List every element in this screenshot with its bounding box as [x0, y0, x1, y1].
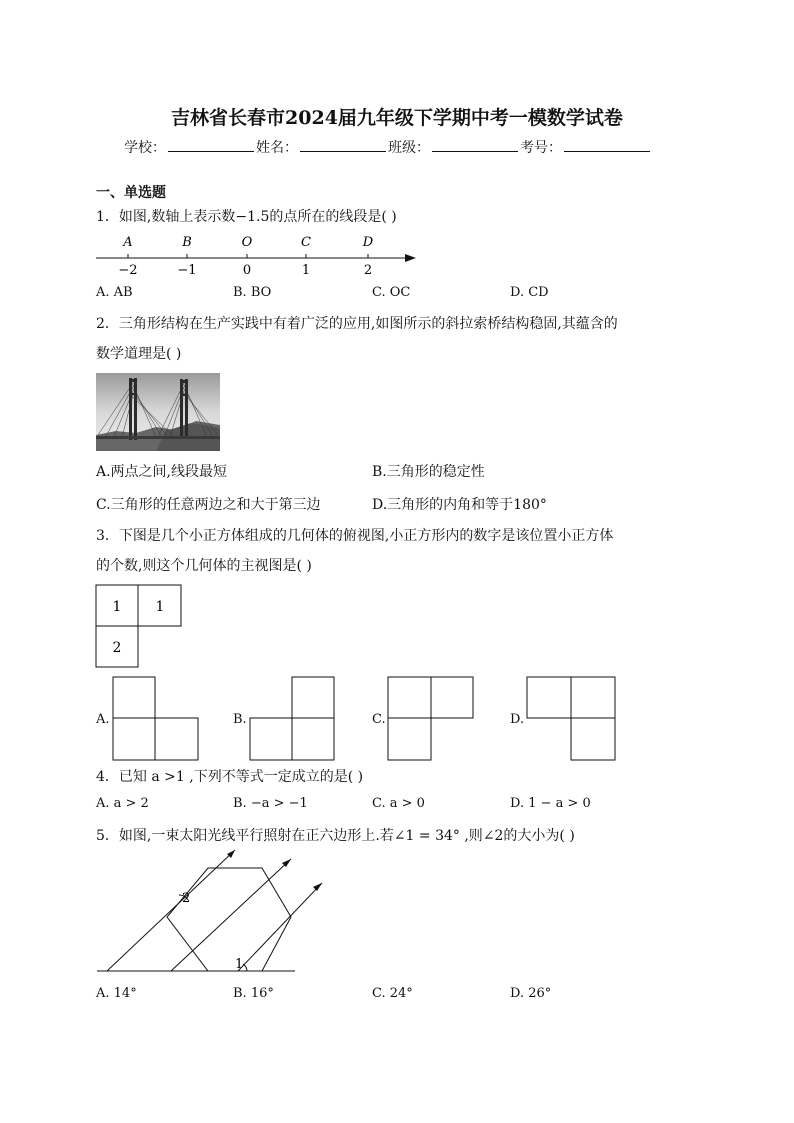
class-blank [432, 139, 518, 152]
q3-option-a-label: A. [96, 712, 110, 727]
q5-option-c: C. 24° [372, 986, 413, 1001]
q3-option-b-label: B. [233, 712, 247, 727]
tick-label: 1 [301, 263, 311, 278]
q4-option-d: D. 1 − a > 0 [510, 796, 591, 811]
q4-stem: 4．已知 a >1 ,下列不等式一定成立的是( ) [96, 769, 364, 785]
hexagon-sunlight-figure [95, 850, 335, 978]
q3-stem-line1: 3．下图是几个小正方体组成的几何体的俯视图,小正方形内的数字是该位置小正方体 [96, 528, 614, 544]
q5-stem: 5．如图,一束太阳光线平行照射在正六边形上.若∠1 = 34° ,则∠2的大小为( ) [96, 828, 575, 844]
q3-option-d-figure [526, 676, 618, 762]
q2-option-a: A.两点之间,线段最短 [96, 464, 228, 480]
q3-option-c-label: C. [372, 712, 386, 727]
angle-2-label: 2 [182, 891, 191, 906]
q2-option-c: C.三角形的任意两边之和大于第三边 [96, 497, 321, 513]
q1-stem: 1．如图,数轴上表示数−1.5的点所在的线段是( ) [96, 209, 397, 225]
q5-option-a: A. 14° [96, 986, 137, 1001]
number-label: 考号： [520, 140, 562, 156]
number-blank [564, 139, 650, 152]
q1-option-d: D. CD [510, 285, 549, 300]
q3-option-d-label: D. [510, 712, 525, 727]
point-label-a: A [123, 235, 133, 250]
grid-number: 1 [112, 599, 122, 615]
q3-stem-line2: 的个数,则这个几何体的主视图是( ) [96, 558, 312, 574]
name-label: 姓名： [256, 140, 298, 156]
q1-option-a: A. AB [96, 285, 133, 300]
page-title: 吉林省长春市2024届九年级下学期中考一模数学试卷 [171, 107, 623, 129]
grid-number: 1 [155, 599, 165, 615]
q3-option-c-figure [387, 676, 477, 762]
section-heading: 一、单选题 [96, 185, 166, 201]
name-blank [300, 139, 386, 152]
point-label-c: C [301, 235, 311, 250]
q2-option-d: D.三角形的内角和等于180° [372, 497, 547, 513]
student-info-line [124, 137, 652, 157]
angle-1-label: 1 [235, 957, 244, 972]
q5-option-d: D. 26° [510, 986, 552, 1001]
grid-number: 2 [112, 640, 122, 656]
q5-option-b: B. 16° [233, 986, 274, 1001]
school-label: 学校： [124, 140, 166, 156]
tick-label: −2 [118, 263, 138, 278]
q3-option-a-figure [112, 676, 202, 762]
q4-option-c: C. a > 0 [372, 796, 425, 811]
q1-option-b: B. BO [233, 285, 272, 300]
school-blank [168, 139, 254, 152]
point-label-b: B [182, 235, 192, 250]
number-line-figure [94, 230, 424, 280]
q4-option-b: B. −a > −1 [233, 796, 308, 811]
top-view-grid [95, 584, 185, 670]
q2-stem-line1: 2．三角形结构在生产实践中有着广泛的应用,如图所示的斜拉索桥结构稳固,其蕴含的 [96, 316, 618, 332]
tick-label: −1 [177, 263, 197, 278]
q4-option-a: A. a > 2 [96, 796, 149, 811]
point-label-d: D [362, 235, 374, 250]
q2-stem-line2: 数学道理是( ) [96, 346, 182, 362]
tick-label: 2 [363, 263, 373, 278]
tick-label: 0 [242, 263, 252, 278]
q2-option-b: B.三角形的稳定性 [372, 464, 485, 480]
q3-option-b-figure [249, 676, 339, 762]
cable-stayed-bridge-photo [96, 373, 220, 451]
point-label-o: O [241, 235, 253, 250]
q1-option-c: C. OC [372, 285, 411, 300]
class-label: 班级： [388, 140, 430, 156]
